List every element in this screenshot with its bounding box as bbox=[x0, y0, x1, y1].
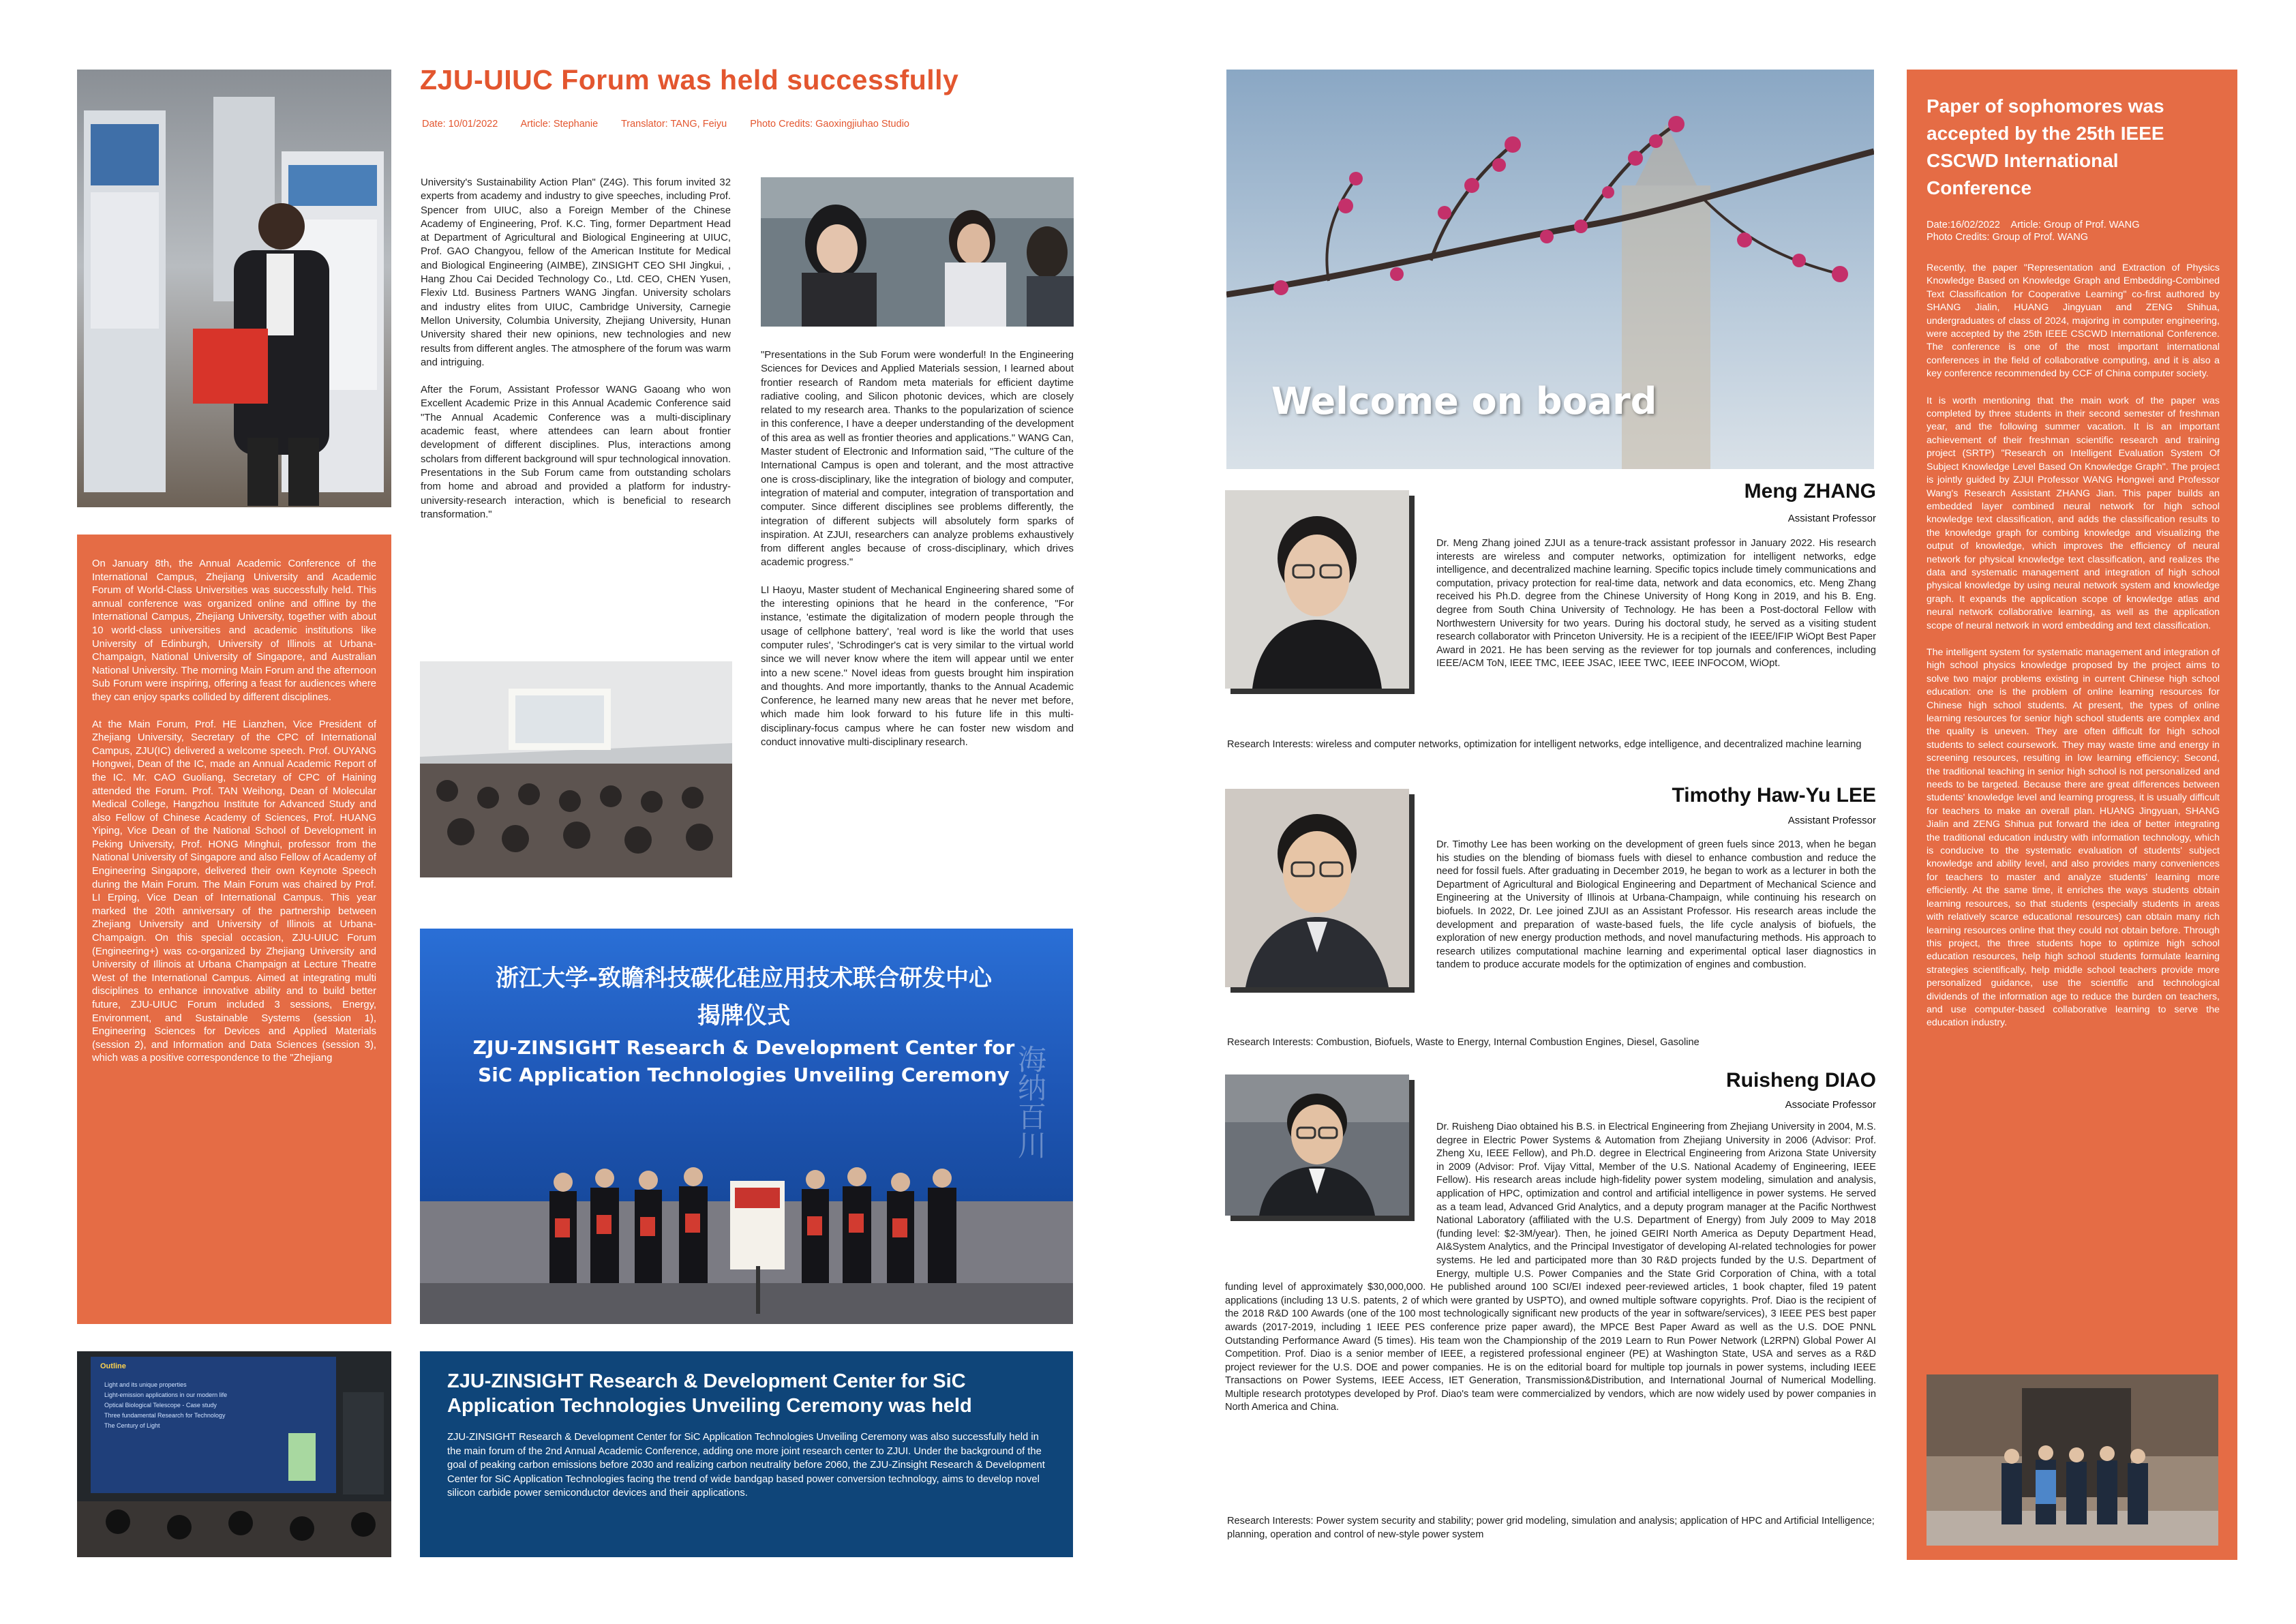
article-column-2 bbox=[421, 176, 731, 535]
prof-title: Assistant Professor bbox=[1787, 513, 1876, 524]
sidebar-paragraph: The intelligent system for systematic management and integration of high school physics knowledge proposed by the project aims to solve two major problems existing in current Chinese high school education: one is the problem of online learning resources for Chinese high school students. At present, the types of online learning resources for senior high school students are complex and the quality is uneven. They are often difficult for high school students to select coursework. They may waste time and energy in screening resources, resulting in low learning efficiency; Second, the traditional teaching in senior high school is not personalized and needs to be targeted. Because there are great differences between students' knowledge level and learning progress, it is usually difficult for teachers to make an overall plan. HUANG Jingyuan, SHANG Jialin and ZENG Shihua put forward the idea of better integrating the traditional education industry with information technology, which is conducive to the systematic evaluation of students' subject knowledge and ability level, and also provides many conveniences for teachers to master and analyze students' learning more efficiently. At the same time, it enriches the ways students obtain learning resources, so that students (especially students in areas with relatively scarce educational resources) can obtain many rich learning resources online that they could not obtain before. Through this project, the three students hope to optimize high school education resources, help high school students formulate learning strategies scientifically, help middle school teachers provide more personalized guidance, use the scientific and technological dividends of the information age to reduce the burden on teachers, and use computer-based collaborative learning to serve the education industry. bbox=[1927, 646, 2220, 1029]
article-paragraph: "Presentations in the Sub Forum were wonderful! In the Engineering Sciences for Devices and Applied Materials session, I learned about frontier research of Random meta materials for efficient daytime radiative cooling, and Silicon photonic devices, which are closely related to my research area. Thanks to the popularization of science in this conference, I have a deeper understanding of the development of this area as well as frontier theories and applications." WANG Can, Master student of Electronic and Information said, "The culture of the International Campus is open and tolerant, and the most attractive one is cross-disciplinary, like the integration of biology and computer, integration of material and computer, integration of transportation and computer. Since different disciplines see problems differently, the integration of different subjects will absolutely form sparks of inspiration. At ZJUI, researchers can analyze problems exhaustively from different angles because of cross-disciplinary, which drives academic progress." bbox=[761, 350, 1074, 569]
ceremony-cn-line2: 揭牌仪式 bbox=[697, 1002, 790, 1029]
meta-article: Article: Stephanie bbox=[520, 119, 599, 130]
photo-lecture-hall bbox=[420, 661, 732, 877]
lecture-hall-drawing bbox=[420, 661, 732, 877]
photo-plum-blossom bbox=[1226, 70, 1874, 469]
slide-item: Three fundamental Research for Technology bbox=[104, 1412, 226, 1419]
audience-drawing bbox=[761, 177, 1074, 327]
slide-item-list bbox=[104, 1380, 275, 1431]
meta-photo: Photo Credits: Gaoxingjiuhao Studio bbox=[750, 119, 909, 130]
prof-name: Timothy Haw-Yu LEE bbox=[1672, 784, 1876, 807]
ceremony-news-text: ZJU-ZINSIGHT Research & Development Center for SiC Application Technologies Unveiling Ceremony was also successfully held in the main forum of the 2nd Annual Academic Conference, adding one more joint research center to ZJUI. Under the background of the goal of peaking carbon emissions before 2030 and realizing carbon neutrality before 2060, the ZJU-Zinsight Research & Development Center for SiC Application Technologies facing the trend of wide bandgap based power conversion technology, aims to develop novel silicon carbide power semiconductor devices and their applications. bbox=[447, 1432, 1045, 1499]
welcome-heading: Welcome on board bbox=[1271, 380, 1657, 423]
article-column-3 bbox=[761, 348, 1074, 763]
prof-name: Meng ZHANG bbox=[1744, 480, 1876, 502]
ceremony-en-line1: ZJU-ZINSIGHT Research & Development Center for bbox=[472, 1036, 1015, 1059]
headline-forum: ZJU-UIUC Forum was held successfully bbox=[420, 64, 959, 95]
slide-item: The Century of Light bbox=[104, 1422, 160, 1429]
sidebar-headline: Paper of sophomores was accepted by the 25th IEEE CSCWD International Conference bbox=[1927, 95, 2164, 198]
photo-unveiling-ceremony bbox=[420, 929, 1073, 1324]
ceremony-en-line2: SiC Application Technologies Unveiling Ceremony bbox=[478, 1064, 1010, 1086]
students-drawing bbox=[1927, 1374, 2218, 1546]
prof-bio-block bbox=[1225, 839, 1876, 995]
slide-item: Light and its unique properties bbox=[104, 1381, 187, 1388]
article-paragraph: LI Haoyu, Master student of Mechanical Engineering shared some of the interesting opinions that he heard in the conference, "For instance, 'estimate the digitalization of modern people through the usage of cellphone battery', 'real word is like the world that uses computer rules', 'Schrodinger's cat is very similar to the virtual world since we will never know where the item will appear until we enter into a new scene." Novel ideas from guests brought him inspiration and thoughts. And more importantly, thanks to the Annual Academic Conference, he learned many new areas that he never met before, which made him look forward to his future life in this multi-disciplinary-focus campus where he can foster new wisdom and conduct innovative multi-disciplinary research. bbox=[761, 584, 1074, 749]
sidebar-body bbox=[1927, 262, 2220, 1030]
portrait-float-spacer bbox=[1225, 839, 1436, 995]
intro-text bbox=[92, 558, 376, 1066]
prof-bio-block bbox=[1225, 1121, 1876, 1415]
sidebar-photo-credit: Photo Credits: Group of Prof. WANG bbox=[1927, 232, 2089, 243]
photo-lecture-slide bbox=[77, 1351, 391, 1557]
slide-heading: Outline bbox=[100, 1362, 126, 1370]
prof-interests: Research Interests: wireless and computer networks, optimization for intelligent networks, edge intelligence, and decentralized machine learning bbox=[1227, 739, 1862, 750]
prof-bio: Dr. Ruisheng Diao obtained his B.S. in Electrical Engineering from Zhejiang University in 2004, M.S. degree in Electric Power Systems & Automation from Zhejiang University in 2006 (Advisor: Prof. Zheng Xu, IEEE Fellow), and Ph.D. degree in Electrical Engineering from Arizona State University in 2009 (Advisor: Prof. Vijay Vittal, Member of the U.S. National Academy of Engineering, IEEE Fellow). His research areas include high-fidelity power system modeling, simulation and analysis, application of HPC, optimization and control and artificial intelligence in power systems. He served as a team lead, Advanced Grid Analytics, and a deputy program manager at the Pacific Northwest National Laboratory (affiliated with the U.S. Department of Energy) from July 2009 to May 2018 (funding level: $2-3M/year). Then, he joined GEIRI North America as Deputy Department Head, AI&System Analytics, and the Principal Investigator of developing AI-related technologies for power systems. He led and participated more than 30 R&D projects funded by the U.S. Department of Energy, multiple U.S. Power Companies and the State Grid Corporation of China, with a total funding level of approximately $30,000,000. He published around 100 SCI/EI indexed peer-reviewed articles, 1 book chapter, filed 19 patent applications (including 13 U.S. patents, 2 of which were granted by USPTO), and owned multiple software copyrights. Prof. Diao is the recipient of the 2018 R&D 100 Awards (one of the 100 most technologically significant new products of the year in software/services), 3 IEEE PES best paper awards (2017-2019, including 1 IEEE PES conference prize paper award), the MPCE Best Paper Award as well as the U.S. DOE PNNL Outstanding Performance Award (5 times). His team won the Championship of the 2019 Learn to Run Power Network (L2RPN) Global Power AI Competition. Prof. Diao is a senior member of IEEE, a registered professional engineer (PE) at Washington State, USA and serves as a R&D project reviewer for the U.S. DOE and power companies. He is on the editorial board for multiple top journals in power systems, including IEEE Transactions on Power Systems, IEEE Access, IET Generation, Transmission&Distribution, and International Journal of Numerical Modelling. Multiple research prototypes developed by Prof. Diao's team were commercialized by vendors, which are now widely used by power companies in North America and China. bbox=[1225, 1122, 1876, 1413]
sidebar-paragraph: It is worth mentioning that the main work of the paper was completed by three students in their second semester of freshman year, and the following summer vacation. It is an important achievement of their freshman scientific research and training project (SRTP) "Research on Intelligent Evaluation System Of Subject Knowledge Level Based On Knowledge Graph". The project is jointly guided by ZJUI Professor WANG Hongwei and Professor Wang's Research Assistant ZHANG Jian. This paper builds an embedded layer combined neural network for high school knowledge text classification, and adds the classification results to the knowledge graph for combing knowledge and visualizing the output of knowledge, which improves the efficiency of neural network for physical knowledge text classification, and realizes the data and systematic management and integration of high school physical knowledge by using neural network system and knowledge graph. It expands the application scope of knowledge atlas and neural network collaborative learning, as well as the application scope of neural network in word embedding and text classification. bbox=[1927, 395, 2220, 631]
article-paragraph: University's Sustainability Action Plan" (Z4G). This forum invited 32 experts from academy and industry to give speeches, including Prof. Spencer from UIUC, also a Foreign Member of the Chinese Academy of Engineering, Prof. K.C. Ting, former Department Head at Department of Agricultural and Biological Engineering at UIUC, Prof. GAO Changyou, fellow of the American Institute for Medical and Biological Engineering (AIMBE), ZINSIGHT CEO SHI Jingkui, , Hang Zhou Cai Decided Technology Co., Ltd. CEO, CHEN Yusen, Flexiv Ltd. Business Partners WANG Jingfan. University scholars and industry elites from UIUC, Cambridge University, Carnegie Mellon University, Columbia University, Zhejiang University, Hunan University shared their new opinions, new technologies and new results from different angles. The atmosphere of the forum was warm and intriguing. bbox=[421, 177, 731, 368]
paper-sidebar bbox=[1907, 70, 2237, 1560]
ceremony-news-headline: ZJU-ZINSIGHT Research & Development Center for SiC Application Technologies Unveiling Ceremony was held bbox=[447, 1370, 972, 1417]
prof-name: Ruisheng DIAO bbox=[1725, 1069, 1876, 1092]
portrait-float-spacer bbox=[1225, 537, 1436, 708]
slide-item: Optical Biological Telescope - Case study bbox=[104, 1402, 217, 1409]
ceremony-cn-line1: 浙江大学-致瞻科技碳化硅应用技术联合研发中心 bbox=[495, 965, 993, 992]
sidebar-date-article: Date:16/02/2022 Article: Group of Prof. WANG bbox=[1927, 220, 2140, 230]
intro-paragraph: At the Main Forum, Prof. HE Lianzhen, Vice President of Zhejiang University, Secretary of the CPC of International Campus, ZJU(IC) delivered a welcome speech. Prof. OUYANG Hongwei, Dean of the IC, made an Annual Academic Report of the IC. Mr. CAO Guoliang, Secretary of CPC of Haining attended the Forum. Prof. TAN Weihong, Dean of Molecular Medical College, Hangzhou Institute for Advanced Study and also Fellow of Chinese Academy of Sciences, Prof. HUANG Yiping, Vice Dean of the National School of Development in Peking University, Prof. HONG Minghui, professor from the National University of Singapore and also Fellow of Academy of Engineering Singapore, delivered their own Keynote Speech during the Main Forum. The Main Forum was chaired by Prof. LI Erping, Vice Dean of International Campus. This year marked the 20th anniversary of the partnership between Zhejiang University and University of Illinois at Urbana-Champaign. On this special occasion, ZJU-UIUC Forum (Engineering+) was co-organized by Zhejiang University and University of Illinois at Urbana Champaign at Lecture Theatre West of the International Campus. Aimed at integrating multi disciplines to enhance innovative ability and to build better future, ZJU-UIUC Forum included 3 sessions, Energy, Environment, and Sustainable Systems (session 1), Engineering Sciences for Devices and Applied Materials (session 2), and Information and Data Sciences (session 3), which was a positive correspondence to the "Zhejiang bbox=[92, 719, 376, 1064]
ceremony-news-box bbox=[420, 1351, 1073, 1557]
article-paragraph: After the Forum, Assistant Professor WANG Gaoang who won Excellent Academic Prize in this Annual Academic Conference said "The Annual Academic Conference was a multi-disciplinary academic feast, where attendees can learn about frontier development of different disciplines. Plus, interactions among scholars from different background will spur technological innovation. Presentations in the Sub Forum came from outstanding scholars from home and abroad and provided a platform for industry-university-research interaction, which is beneficial to research transformation." bbox=[421, 385, 731, 520]
meta-translator: Translator: TANG, Feiyu bbox=[620, 119, 727, 130]
photo-students-group bbox=[1927, 1374, 2218, 1546]
prof-title: Assistant Professor bbox=[1787, 815, 1876, 826]
intro-box bbox=[77, 535, 391, 1324]
photo-audience bbox=[761, 177, 1074, 327]
prof-interests: Research Interests: Power system security and stability; power grid modeling, simulation and analysis; application of HPC and Artificial Intelligence; planning, operation and control of new-style power system bbox=[1227, 1516, 1875, 1540]
prof-interests: Research Interests: Combustion, Biofuels, Waste to Energy, Internal Combustion Engines, Diesel, Gasoline bbox=[1227, 1037, 1700, 1048]
prof-bio: Dr. Timothy Lee has been working on the development of green fuels since 2013, when he began his studies on the blending of biomass fuels with diesel to enhance combustion and reduce the need for fossil fuels. After graduating in December 2019, he began to work as a lecturer in both the Department of Agricultural and Biological Engineering and Department of Mechanical Science and Engineering at the University of Illinois at Urbana-Champaign, while continuing his research on biofuels. In 2022, Dr. Lee joined ZJUI as an Assistant Professor. His research areas include the development and preparation of waste-based fuels, the life cycle analysis of biofuels, the exploration of new energy production methods, and novel manufacturing methods. His approach to research utilizes computational machine learning and experimental optical laser diagnostics in tandem to produce accurate models for the optimization of engines and combustion. bbox=[1436, 839, 1876, 971]
slide-item: Light-emission applications in our modern life bbox=[104, 1392, 228, 1398]
portrait-float-spacer bbox=[1225, 1121, 1436, 1276]
prof-title: Associate Professor bbox=[1785, 1099, 1876, 1111]
article-meta bbox=[422, 119, 1240, 130]
ceremony-people-drawing bbox=[420, 929, 1073, 1324]
exhibition-scene-drawing bbox=[77, 70, 391, 507]
prof-bio-block bbox=[1225, 537, 1876, 708]
sidebar-paragraph: Recently, the paper "Representation and Extraction of Physics Knowledge Based on Knowledge Graph and Embedding-Combined Text Classification for Cooperative Learning" co-first authored by SHANG Jialin, HUANG Jingyuan and ZENG Shihua, undergraduates of class of 2024, majoring in computer engineering, were accepted by the 25th IEEE CSCWD International Conference. The conference is one of the most important international conferences in the field of collaborative computing, and it is also a key conference recommended by CCF of China computer society. bbox=[1927, 262, 2220, 380]
intro-paragraph: On January 8th, the Annual Academic Conference of the International Campus, Zhejiang University and Academic Forum of World-Class Universities was successfully held. This annual conference was organized online and offline by the International Campus, Zhejiang University, together with about 10 world-class universities and academic institutions like University of Edinburgh, University of Illinois at Urbana-Champaign, National University of Singapore, and Australian National University. The morning Main Forum and the afternoon Sub Forum were inspiring, offering a feast for audiences where they can enjoy sparks collided by different disciplines. bbox=[92, 558, 376, 703]
ceremony-side-text: 海纳百川 bbox=[1014, 1044, 1047, 1159]
prof-bio: Dr. Meng Zhang joined ZJUI as a tenure-track assistant professor in January 2022. His research interests are wireless and computer networks, optimization for intelligent networks, edge intelligence, and decentralized machine learning. Specific topics include timely communications and computation, privacy protection for real-time data, network and data economics, etc. Meng Zhang received his Ph.D. degree from the Chinese University of Hong Kong in 2019, and his B. Eng. degree from South China University of Technology. He has been a Post-doctoral Fellow with Northwestern University for two years. During his doctoral study, he served as a visiting student research collaborator with Princeton University. He is a recipient of the IEEE/IFIP WiOpt Best Paper Award in 2021. He has been serving as the reviewer for top journals and conferences, including IEEE/ACM ToN, IEEE TMC, IEEE JSAC, IEEE TWC, IEEE INFOCOM, WiOpt. bbox=[1436, 538, 1876, 670]
photo-exhibition-walker bbox=[77, 70, 391, 507]
meta-date: Date: 10/01/2022 bbox=[422, 119, 498, 130]
